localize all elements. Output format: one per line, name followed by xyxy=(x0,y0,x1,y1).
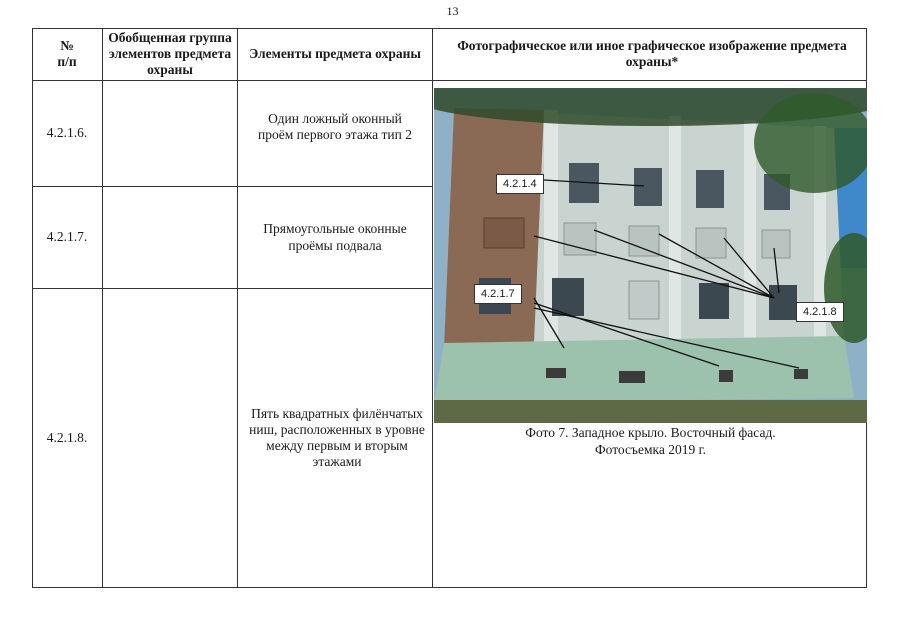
photo-caption-line2: Фотосъемка 2019 г. xyxy=(594,441,707,457)
photo-caption-line1: Фото 7. Западное крыло. Восточный фасад. xyxy=(525,425,776,440)
row-number-2: 4.2.1.7. xyxy=(46,229,88,245)
row-group-3 xyxy=(103,289,237,587)
callout-4-2-1-8: 4.2.1.8 xyxy=(796,302,844,322)
callout-4-2-1-7: 4.2.1.7 xyxy=(474,284,522,304)
facade-photo xyxy=(434,88,867,423)
header-image: Фотографическое или иное графическое изображение предмета охраны* xyxy=(457,37,847,69)
row-number-3: 4.2.1.8. xyxy=(46,429,88,445)
callout-4-2-1-4: 4.2.1.4 xyxy=(496,174,544,194)
page-number: 13 xyxy=(446,4,459,18)
row-element-1: Один ложный оконный проём первого этажа тип 2 xyxy=(258,111,412,143)
heritage-elements-table xyxy=(32,28,867,588)
row-element-2: Прямоугольные оконные проёмы подвала xyxy=(263,221,407,253)
header-number: № п/п xyxy=(57,37,77,69)
row-group-1 xyxy=(103,81,237,186)
header-elements: Элементы предмета охраны xyxy=(249,45,421,61)
facade-photo-drawing xyxy=(434,88,867,423)
row-element-3: Пять квадратных филёнчатых ниш, расположенных в уровне между первым и вторым этажами xyxy=(249,405,425,470)
column-divider-3 xyxy=(432,28,433,588)
row-group-2 xyxy=(103,187,237,288)
header-group: Обобщенная группа элементов предмета охраны xyxy=(108,29,232,78)
photo-caption xyxy=(434,425,867,459)
column-divider-2 xyxy=(237,28,238,588)
row-number-1: 4.2.1.6. xyxy=(46,125,88,141)
table-border-bottom xyxy=(32,587,867,588)
